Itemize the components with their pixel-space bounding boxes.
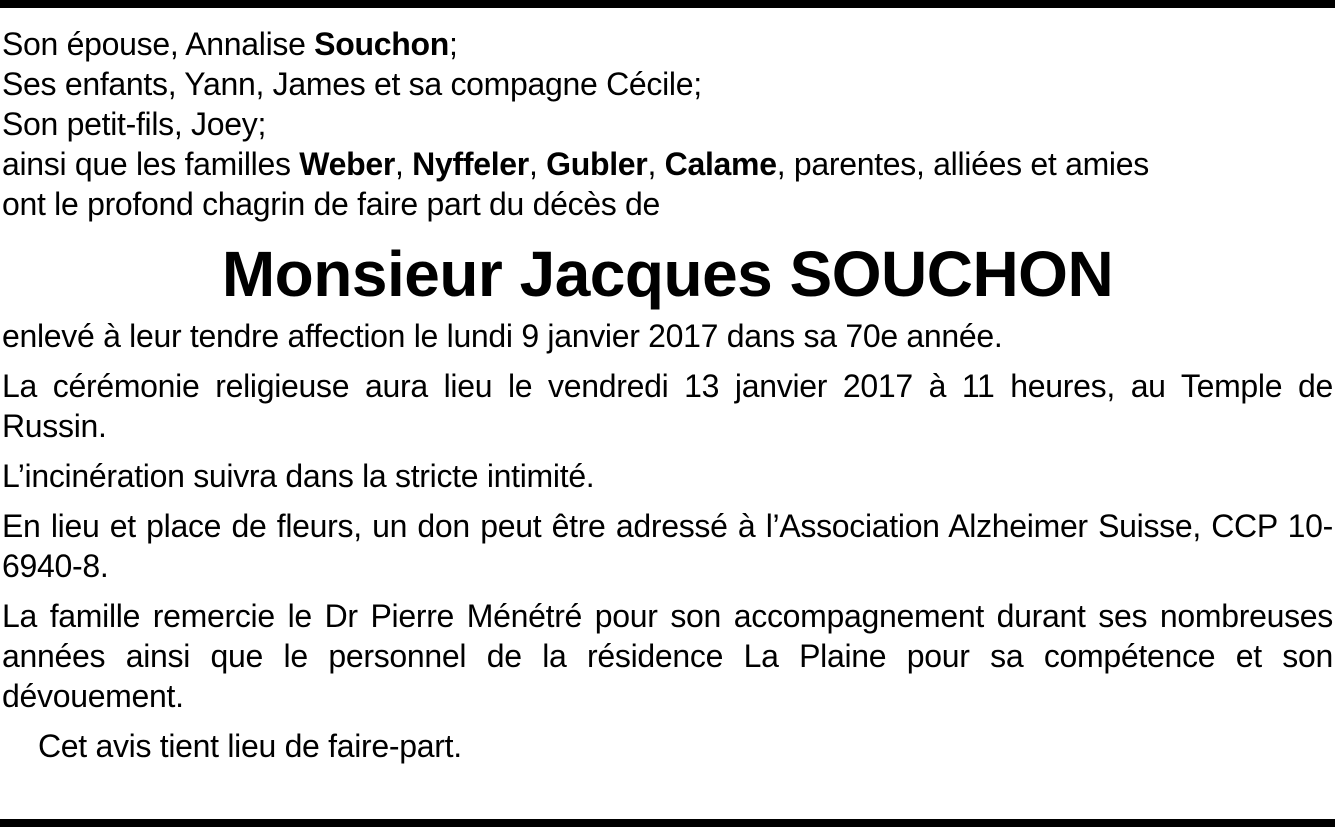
families-separator: ,	[528, 146, 547, 182]
children-line: Ses enfants, Yann, James et sa compagne Cécile;	[2, 66, 702, 102]
thanks-paragraph: La famille remercie le Dr Pierre Ménétré pour son accompagnement durant ses nombreuses années ainsi que le personnel de la résidence La Plaine pour sa compétence et son dévouement.	[2, 598, 1333, 714]
spouse-punct: ;	[448, 26, 458, 62]
closing-line: Cet avis tient lieu de faire-part.	[38, 728, 462, 764]
family-name-calame: Calame	[664, 146, 777, 182]
cremation-paragraph: L’incinération suivra dans la stricte intimité.	[2, 458, 595, 494]
family-announcement	[2, 24, 1333, 224]
families-separator: ,	[394, 146, 413, 182]
deceased-name: Monsieur Jacques SOUCHON	[221, 238, 1114, 310]
grandchild-line: Son petit-fils, Joey;	[2, 106, 267, 142]
bottom-border-rule	[0, 819, 1335, 827]
family-name-gubler: Gubler	[546, 146, 648, 182]
family-name-nyffeler: Nyffeler	[412, 146, 529, 182]
donation-paragraph: En lieu et place de fleurs, un don peut être adressé à l’Association Alzheimer Suisse, CCP 10-6940-8.	[2, 508, 1333, 584]
families-prefix: ainsi que les familles	[2, 146, 300, 182]
spouse-text: Son épouse, Annalise	[2, 26, 315, 62]
announcement-line: ont le profond chagrin de faire part du décès de	[2, 186, 661, 222]
death-date-paragraph: enlevé à leur tendre affection le lundi 9 janvier 2017 dans sa 70e année.	[2, 318, 1003, 354]
top-border-rule	[0, 0, 1335, 8]
family-name-weber: Weber	[299, 146, 395, 182]
families-suffix: , parentes, alliées et amies	[776, 146, 1149, 182]
death-notice	[2, 24, 1333, 766]
spouse-line	[2, 24, 1333, 64]
spouse-surname: Souchon	[314, 26, 449, 62]
families-separator: ,	[647, 146, 665, 182]
families-line	[2, 144, 1333, 184]
ceremony-paragraph: La cérémonie religieuse aura lieu le vendredi 13 janvier 2017 à 11 heures, au Temple de Russin.	[2, 368, 1333, 444]
